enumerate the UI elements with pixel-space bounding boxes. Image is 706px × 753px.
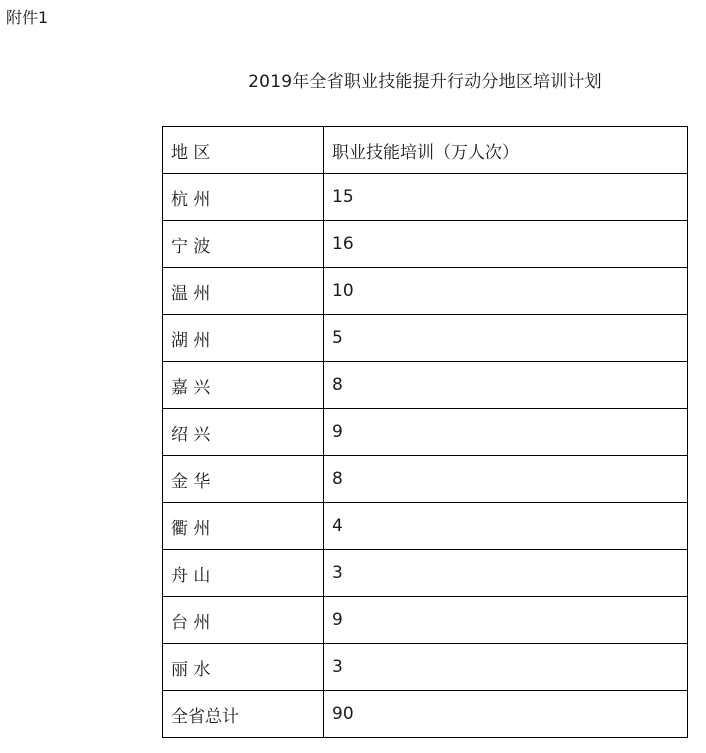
region-cell: 金 华 xyxy=(163,456,324,503)
region-cell: 舟 山 xyxy=(163,550,324,597)
value-cell: 3 xyxy=(324,644,688,691)
table-row xyxy=(163,174,688,221)
value-cell: 4 xyxy=(324,503,688,550)
table-row xyxy=(163,456,688,503)
table-header-row xyxy=(163,127,688,174)
value-cell: 3 xyxy=(324,550,688,597)
table-row xyxy=(163,268,688,315)
total-value-cell: 90 xyxy=(324,691,688,738)
value-cell: 8 xyxy=(324,362,688,409)
attachment-label: 附件1 xyxy=(6,8,49,27)
table-row xyxy=(163,362,688,409)
total-label-cell: 全省总计 xyxy=(163,691,324,738)
table-row xyxy=(163,644,688,691)
header-region: 地 区 xyxy=(163,127,324,174)
value-cell: 15 xyxy=(324,174,688,221)
region-cell: 温 州 xyxy=(163,268,324,315)
region-cell: 杭 州 xyxy=(163,174,324,221)
table-row xyxy=(163,550,688,597)
value-cell: 10 xyxy=(324,268,688,315)
table-row xyxy=(163,409,688,456)
value-cell: 8 xyxy=(324,456,688,503)
region-cell: 宁 波 xyxy=(163,221,324,268)
region-cell: 丽 水 xyxy=(163,644,324,691)
region-cell: 嘉 兴 xyxy=(163,362,324,409)
region-cell: 衢 州 xyxy=(163,503,324,550)
training-plan-table xyxy=(162,126,688,738)
table-row xyxy=(163,315,688,362)
value-cell: 16 xyxy=(324,221,688,268)
table-total-row xyxy=(163,691,688,738)
region-cell: 绍 兴 xyxy=(163,409,324,456)
table-row xyxy=(163,221,688,268)
region-cell: 湖 州 xyxy=(163,315,324,362)
header-training: 职业技能培训（万人次） xyxy=(324,127,688,174)
table-row xyxy=(163,503,688,550)
value-cell: 5 xyxy=(324,315,688,362)
value-cell: 9 xyxy=(324,409,688,456)
value-cell: 9 xyxy=(324,597,688,644)
region-cell: 台 州 xyxy=(163,597,324,644)
document-title: 2019年全省职业技能提升行动分地区培训计划 xyxy=(248,72,602,92)
table-row xyxy=(163,597,688,644)
